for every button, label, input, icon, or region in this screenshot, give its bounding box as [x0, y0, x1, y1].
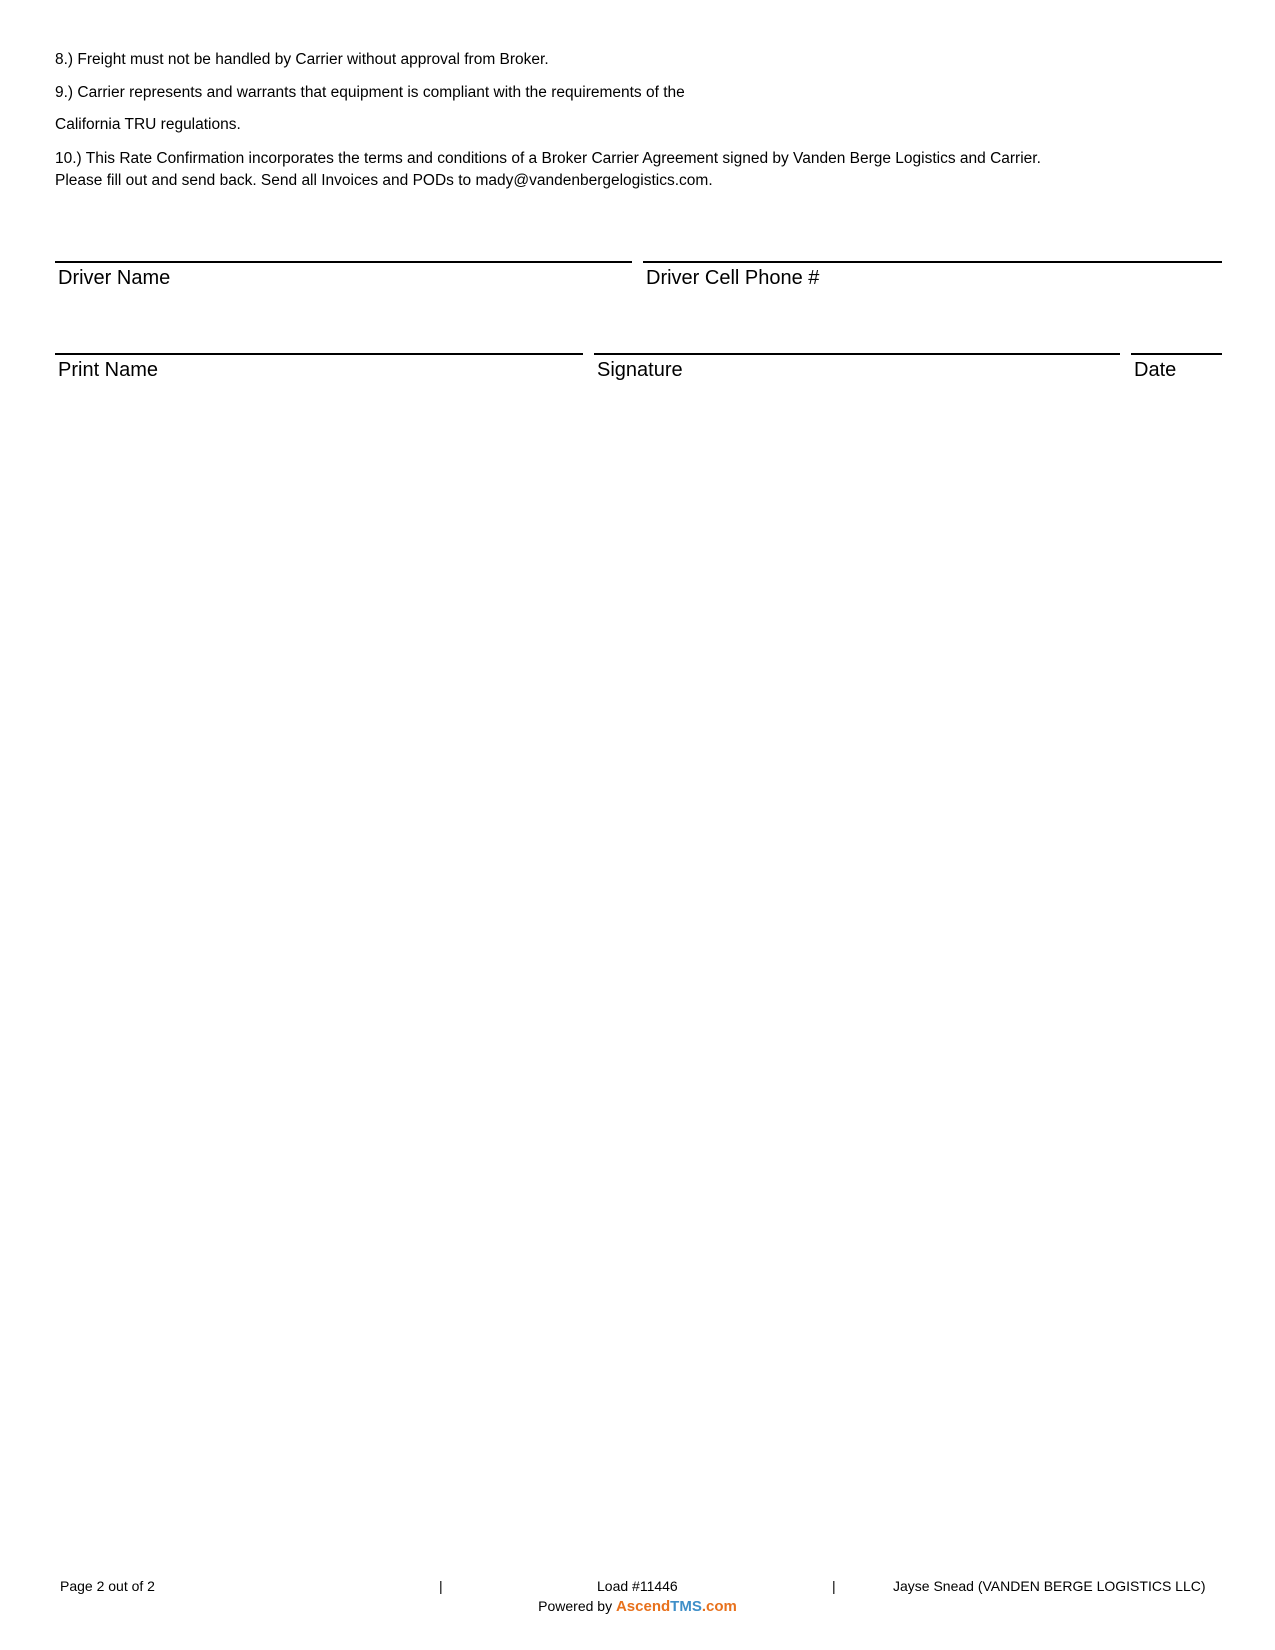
page-number: Page 2 out of 2 [60, 1578, 155, 1594]
brand-com: .com [701, 1598, 737, 1615]
driver-name-label: Driver Name [58, 267, 171, 289]
footer-separator-right: | [832, 1578, 836, 1594]
driver-name-line[interactable] [55, 261, 632, 263]
powered-by [0, 1598, 1275, 1615]
footer-separator-left: | [439, 1578, 443, 1594]
term-8: 8.) Freight must not be handled by Carrier without approval from Broker. [55, 51, 549, 68]
date-line[interactable] [1131, 353, 1222, 355]
term-9-continued: California TRU regulations. [55, 116, 241, 133]
signature-label: Signature [597, 359, 683, 381]
term-10-continued: Please fill out and send back. Send all Invoices and PODs to mady@vandenbergelogistics.com. [55, 172, 713, 189]
signature-line[interactable] [594, 353, 1120, 355]
term-9: 9.) Carrier represents and warrants that equipment is compliant with the requirements of the [55, 84, 685, 101]
term-10: 10.) This Rate Confirmation incorporates the terms and conditions of a Broker Carrier Agreement signed by Vanden Berge Logistics and Carrier. [55, 150, 1041, 167]
driver-phone-label: Driver Cell Phone # [646, 267, 820, 289]
print-name-label: Print Name [58, 359, 159, 381]
load-number: Load #11446 [597, 1578, 678, 1594]
brand-tms: TMS [670, 1598, 702, 1615]
date-label: Date [1134, 359, 1177, 381]
driver-phone-line[interactable] [643, 261, 1222, 263]
powered-by-label: Powered by [538, 1598, 613, 1614]
print-name-line[interactable] [55, 353, 583, 355]
footer-user: Jayse Snead (VANDEN BERGE LOGISTICS LLC) [893, 1578, 1206, 1594]
ascendtms-logo [616, 1598, 737, 1615]
brand-ascend: Ascend [615, 1598, 671, 1615]
